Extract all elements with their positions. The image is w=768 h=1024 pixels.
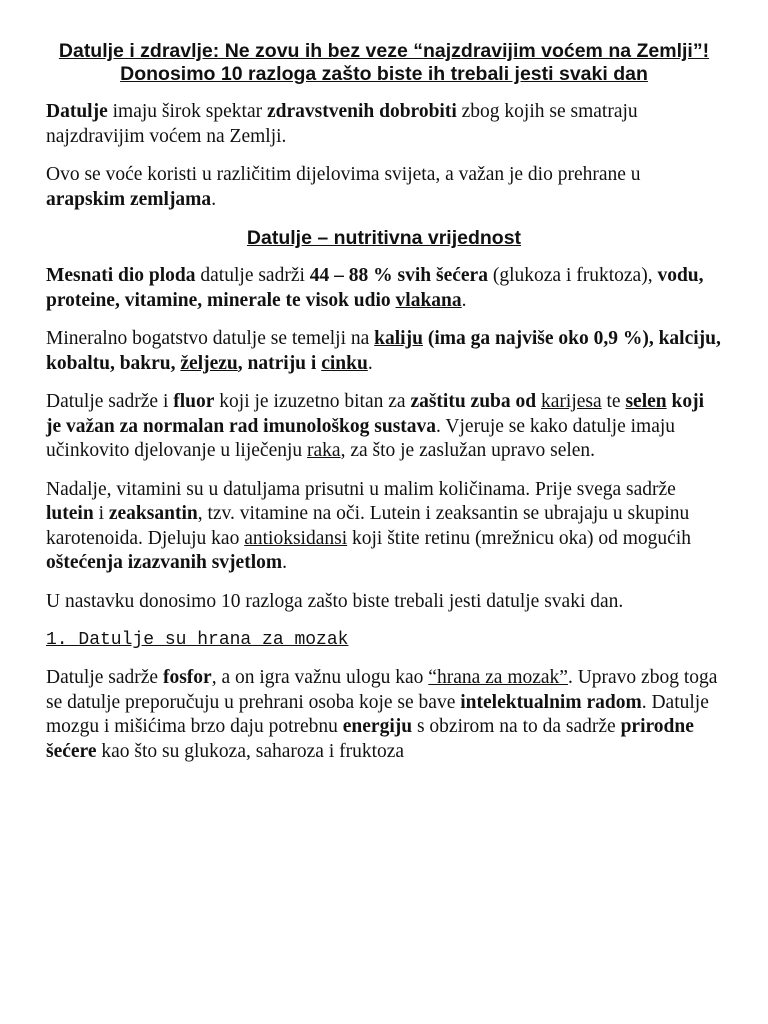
intro-paragraph-1: Datulje imaju širok spektar zdravstvenih dobrobiti zbog kojih se smatraju najzdravijim voćem na Zemlji.: [46, 101, 638, 147]
link-raka[interactable]: raka: [307, 440, 341, 461]
nutrition-paragraph-3: Datulje sadrže i fluor koji je izuzetno bitan za zaštitu zuba od karijesa te selen koji je važan za normalan rad imunološkog sustava. Vjeruje se kako datulje imaju učinkovito djelovanje u liječenju raka, za što je zaslužan upravo selen.: [46, 391, 705, 461]
nutrition-paragraph-4: Nadalje, vitamini su u datuljama prisutni u malim količinama. Prije svega sadrže lutein i zeaksantin, tzv. vitamine na oči. Lutein i zeaksantin se ubrajaju u skupinu karotenoida. Djeluju kao antioksidansi koji štite retinu (mrežnicu oka) od mogućih oštećenja izazvanih svjetlom.: [46, 478, 691, 573]
nutrition-paragraph-5: U nastavku donosimo 10 razloga zašto biste trebali jesti datulje svaki dan.: [46, 590, 624, 612]
nutrition-paragraph-2: Mineralno bogatstvo datulje se temelji na kaliju (ima ga najviše oko 0,9 %), kalciju, kobaltu, bakru, željezu, natriju i cinku.: [46, 328, 721, 374]
bold-datulje: Datulje: [46, 101, 108, 122]
nutrition-paragraph-1: Mesnati dio ploda datulje sadrži 44 – 88 % svih šećera (glukoza i fruktoza), vodu, proteine, vitamine, minerale te visok udio vlakana.: [46, 265, 704, 311]
link-vlakana[interactable]: vlakana: [395, 289, 462, 311]
nutrition-heading: Datulje – nutritivna vrijednost: [246, 227, 522, 249]
link-cinku[interactable]: cinku: [321, 352, 368, 374]
document-page: [46, 40, 722, 778]
link-kaliju[interactable]: kaliju: [374, 328, 423, 349]
reason-1-heading: 1. Datulje su hrana za mozak: [46, 630, 349, 650]
article-title: Datulje i zdravlje: Ne zovu ih bez veze “najzdravijim voćem na Zemlji”! Donosimo 10 razloga zašto biste ih trebali jesti svaki dan: [58, 40, 710, 85]
link-selen[interactable]: selen: [625, 391, 667, 412]
link-hrana-za-mozak[interactable]: “hrana za mozak”: [428, 667, 568, 688]
intro-paragraph-2: Ovo se voće koristi u različitim dijelovima svijeta, a važan je dio prehrane u arapskim zemljama.: [46, 164, 641, 210]
link-antioksidansi[interactable]: antioksidansi: [244, 527, 348, 549]
link-karijesa[interactable]: karijesa: [541, 391, 602, 412]
reason-1-paragraph: Datulje sadrže fosfor, a on igra važnu ulogu kao “hrana za mozak”. Upravo zbog toga se datulje preporučuju u prehrani osoba koje se bave intelektualnim radom. Datulje mozgu i mišićima brzo daju potrebnu energiju s obzirom na to da sadrže prirodne šećere kao što su glukoza, saharoza i fruktoza: [46, 667, 718, 762]
link-zeljezu[interactable]: željezu: [180, 352, 238, 374]
